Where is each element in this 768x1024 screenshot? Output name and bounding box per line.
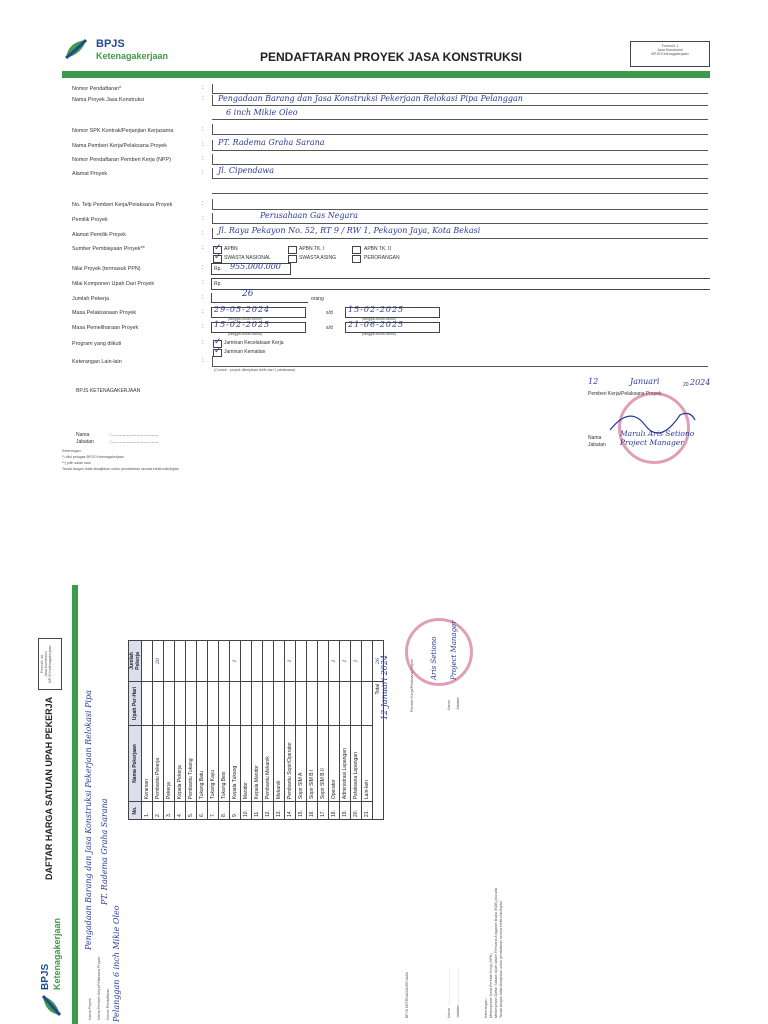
form2-title: DAFTAR HARGA SATUAN UPAH PEKERJA <box>44 696 54 880</box>
cell-upah[interactable] <box>318 681 329 725</box>
cell-upah[interactable] <box>219 681 230 725</box>
cell-no: 17. <box>318 802 329 820</box>
cell-nama: Kepala Tukang <box>230 725 241 801</box>
cell-jumlah[interactable] <box>142 641 153 682</box>
field-underline <box>212 178 708 179</box>
cell-no: 4. <box>175 802 186 820</box>
cell-nama: Pekerja <box>164 725 175 801</box>
cell-jumlah[interactable] <box>197 641 208 682</box>
table-row <box>197 641 208 820</box>
colon: : <box>202 170 204 176</box>
right-jabatan-label: Jabatan <box>588 442 606 448</box>
table-row <box>329 641 340 820</box>
value-pemilik-proyek[interactable]: Perusahaan Gas Negara <box>260 211 359 220</box>
label-sumber: Sumber Pembiayaan Proyek** <box>72 246 145 252</box>
label-program: Program yang diikuti <box>72 341 122 347</box>
cell-upah[interactable] <box>197 681 208 725</box>
cell-no: 20. <box>351 802 362 820</box>
form2-note-2: Melampirkan Daftar Satuan Upah dalam Rencana Anggaran Biaya (RAB) jika ada <box>494 887 498 1018</box>
field-underline <box>212 366 708 367</box>
label-nama-pemberi: Nama Pemberi Kerja/Pelaksana Proyek <box>72 143 167 149</box>
left-nama-dots: :.................................. <box>110 432 159 438</box>
cell-upah[interactable] <box>307 681 318 725</box>
form2-label-nomor: Nomor Pendaftaran <box>106 988 110 1020</box>
cell-jumlah[interactable]: 20 <box>153 641 164 682</box>
cell-upah[interactable] <box>164 681 175 725</box>
form1-code-line3: BPJS Ketenagakerjaan <box>651 52 689 56</box>
cell-nama: Operator <box>329 725 340 801</box>
value-nama-proyek-1[interactable]: Pengadaan Barang dan Jasa Konstruksi Pekerjaan Relokasi Pipa Pelanggan <box>218 94 523 103</box>
colon: : <box>202 324 204 330</box>
cell-nama: Kepala Mandor <box>252 725 263 801</box>
cell-nama: Tukang Batu <box>197 725 208 801</box>
field-underline <box>212 119 708 120</box>
table-row <box>153 641 164 820</box>
cell-jumlah[interactable] <box>208 641 219 682</box>
label-nilai-proyek: Nilai Proyek (termasuk PPN) <box>72 266 141 272</box>
value-pelaksanaan-from[interactable]: 29-05-2024 <box>214 305 271 314</box>
sub-from: (tanggal-bulan-tahun) <box>228 332 263 336</box>
table-row <box>164 641 175 820</box>
cell-upah[interactable] <box>296 681 307 725</box>
value-pemeliharaan-to[interactable]: 21-06-2025 <box>348 320 405 329</box>
cell-upah[interactable] <box>340 681 351 725</box>
note-2: **) pilih salah satu <box>62 461 91 465</box>
sign-date-day: 12 <box>588 377 599 386</box>
colon: : <box>202 295 204 301</box>
table-row <box>252 641 263 820</box>
value-jumlah-pekerja[interactable]: 26 <box>242 289 254 299</box>
form2-jabatan-dots: :.................................... <box>456 968 460 1005</box>
field-underline <box>212 238 708 239</box>
field-bar <box>212 168 213 178</box>
cell-nama: Mandor <box>241 725 252 801</box>
sd-label: s/d <box>326 310 333 316</box>
sub-to: (tanggal-bulan-tahun) <box>362 332 397 336</box>
form2-label-nama-pemberi: Nama Pemberi Kerja/Pelaksana Proyek <box>97 956 101 1020</box>
total-value[interactable]: 26 <box>373 641 384 682</box>
cell-no: 6. <box>197 802 208 820</box>
cell-no: 21. <box>362 802 373 820</box>
cell-upah[interactable] <box>285 681 296 725</box>
option-apbn-tk2: APBN TK. II <box>364 246 391 252</box>
form2-value-nomor: Pelanggan 6 inch Mikie Oleo <box>112 905 121 1022</box>
value-alamat-pemilik[interactable]: Jl. Raya Pekayon No. 52, RT 9 / RW 1, Pekayon Jaya, Kota Bekasi <box>218 226 481 235</box>
label-nilai-komponen: Nilai Komponen Upah Dari Proyek <box>72 281 155 287</box>
sign-role: Pemberi Kerja/Pelaksana Proyek <box>588 391 662 397</box>
cell-no: 19. <box>340 802 351 820</box>
cell-jumlah[interactable] <box>241 641 252 682</box>
label-nomor-pendaftaran: Nomor Pendaftaran* <box>72 86 122 92</box>
jumlah-box[interactable] <box>211 293 308 303</box>
logo-sub: Ketenagakerjaan <box>96 51 169 61</box>
cell-upah[interactable] <box>142 681 153 725</box>
colon: : <box>202 156 204 162</box>
table-row <box>219 641 230 820</box>
table-row <box>142 641 153 820</box>
form2-logo <box>38 908 70 1018</box>
label-alamat-pemilik: Alamat Pemilik Proyek <box>72 232 126 238</box>
cell-nama: Sopir SIM B II <box>318 725 329 801</box>
cell-jumlah[interactable]: 1 <box>340 641 351 682</box>
field-bar <box>212 140 213 150</box>
cell-no: 11. <box>252 802 263 820</box>
form2-sign-name: Aris Setiono <box>430 636 438 680</box>
cell-no: 10. <box>241 802 252 820</box>
cell-jumlah[interactable]: 1 <box>351 641 362 682</box>
cell-no: 8. <box>219 802 230 820</box>
option-apbn-tk1: APBN TK. I <box>299 246 325 252</box>
bpjs-leaf-icon <box>40 992 66 1018</box>
cell-no: 5. <box>186 802 197 820</box>
colon: : <box>202 340 204 346</box>
value-nilai-proyek[interactable]: 955.000.000 <box>230 262 281 271</box>
cell-nama: Pembantu Mekanik <box>263 725 274 801</box>
nilai-komponen-box[interactable] <box>211 278 710 290</box>
form2-code-line3: BPJS Ketenagakerjaan <box>48 645 52 683</box>
form2-sign-jabatan-label: Jabatan <box>456 697 460 710</box>
table-row <box>307 641 318 820</box>
option-perorangan: PERORANGAN <box>364 255 400 261</box>
form2-logo-sub: Ketenagakerjaan <box>52 917 62 990</box>
sub-from: (tanggal-bulan-tahun) <box>228 317 263 321</box>
cell-no: 3. <box>164 802 175 820</box>
cell-nama: Pelaksana Lapangan <box>351 725 362 801</box>
form2-code-line2: Jasa Konstruksi <box>44 651 48 677</box>
cell-upah[interactable] <box>274 681 285 725</box>
cell-upah[interactable] <box>241 681 252 725</box>
table-row <box>274 641 285 820</box>
cell-jumlah[interactable] <box>164 641 175 682</box>
note-1: *) diisi petugas BPJS Ketenagakerjaan <box>62 455 124 459</box>
checkbox-swasta-asing[interactable] <box>288 255 297 263</box>
colon: : <box>202 358 204 364</box>
form2-bpjs-label: BPJS KETENAGAKERJAAN <box>405 971 409 1018</box>
form2-sign-date: 12 Januari 2024 <box>380 654 389 720</box>
field-bar <box>212 124 213 134</box>
option-swasta-asing: SWASTA ASING <box>299 255 336 261</box>
form2-sign-title: Project Manager <box>450 620 458 680</box>
field-bar <box>212 356 213 366</box>
cell-nama: Tukang Besi <box>219 725 230 801</box>
cell-upah[interactable] <box>208 681 219 725</box>
label-alamat-proyek: Alamat Proyek <box>72 171 108 177</box>
form2-value-nama-proyek: Pengadaan Barang dan Jasa Konstruksi Pekerjaan Relokasi Pipa <box>84 690 93 950</box>
cell-no: 2. <box>153 802 164 820</box>
value-pemeliharaan-from[interactable]: 15-02-2025 <box>214 320 271 329</box>
field-underline <box>212 150 708 151</box>
cell-upah[interactable] <box>153 681 164 725</box>
colon: : <box>202 201 204 207</box>
cell-upah[interactable] <box>263 681 274 725</box>
cell-nama: Pembantu Tukang <box>186 725 197 801</box>
sign-date-prefix: 20 <box>683 382 689 388</box>
cell-jumlah[interactable]: 1 <box>329 641 340 682</box>
field-underline <box>212 209 708 210</box>
colon: : <box>202 96 204 102</box>
colon: : <box>202 280 204 286</box>
prefix-rp-2: Rp. <box>214 281 222 287</box>
cell-nama: Sopir SIM A <box>296 725 307 801</box>
notes-title: Keterangan : <box>62 449 83 453</box>
form2-nama-label: Nama <box>447 1008 451 1018</box>
table-row <box>351 641 362 820</box>
form2-code-box <box>38 638 62 690</box>
right-jabatan-value: Project Manager <box>620 438 684 447</box>
field-underline <box>212 193 708 194</box>
keterangan-note: (Contoh : proyek dikerjakan lebih dari 1 pelaksana) <box>214 368 296 372</box>
field-underline <box>212 164 708 165</box>
field-underline <box>212 223 708 224</box>
form2-value-nama-pemberi: PT. Radema Graha Sarana <box>100 798 109 905</box>
col-no: No. <box>129 802 142 820</box>
col-nama: Nama Pekerjaan <box>129 725 142 801</box>
form2-green-bar <box>72 585 78 1024</box>
bpjs-leaf-icon <box>62 36 92 64</box>
right-nama-label: Nama <box>588 435 602 441</box>
table-row <box>340 641 351 820</box>
cell-jumlah[interactable]: 1 <box>285 641 296 682</box>
prefix-rp: Rp. <box>214 266 222 272</box>
label-no-telp: No. Telp Pemberi Kerja/Pelaksana Proyek <box>72 202 173 208</box>
cell-nama: Pembantu Sopir/Operator <box>285 725 296 801</box>
label-pemilik-proyek: Pemilik Proyek <box>72 217 108 223</box>
cell-upah[interactable] <box>329 681 340 725</box>
label-masa-pemeliharaan: Masa Pemeliharaan Proyek <box>72 325 139 331</box>
form2-jabatan-label: Jabatan <box>456 1005 460 1018</box>
form1-title: PENDAFTARAN PROYEK JASA KONSTRUKSI <box>260 50 523 64</box>
wage-table <box>128 640 384 820</box>
colon: : <box>202 85 204 91</box>
form2-label-nama-proyek: Nama Proyek <box>88 998 92 1020</box>
cell-jumlah[interactable] <box>296 641 307 682</box>
cell-no: 12. <box>263 802 274 820</box>
sub-to: (tanggal-bulan-tahun) <box>362 317 397 321</box>
field-bar <box>212 213 213 223</box>
cell-jumlah[interactable] <box>318 641 329 682</box>
cell-nama: Lain-lain <box>362 725 373 801</box>
table-row <box>186 641 197 820</box>
left-jabatan-dots: :.................................. <box>110 439 159 445</box>
label-keterangan: Keterangan Lain-lain <box>72 359 122 365</box>
cell-jumlah[interactable] <box>263 641 274 682</box>
colon: : <box>202 216 204 222</box>
checkbox-apbn-tk2[interactable] <box>352 246 361 254</box>
colon: : <box>202 309 204 315</box>
colon: : <box>202 245 204 251</box>
cell-no: 16. <box>307 802 318 820</box>
table-row <box>263 641 274 820</box>
label-jumlah-pekerja: Jumlah Pekerja <box>72 296 110 302</box>
value-pelaksanaan-to[interactable]: 15-02-2025 <box>348 305 405 314</box>
form2-note-3: Tanda tangan tidak diwajibkan untuk pendaftaran secara elektronik/digital <box>499 901 503 1018</box>
right-nama-value: Marulı Aris Setiono <box>620 429 695 438</box>
table-row <box>318 641 329 820</box>
form2-company-stamp <box>405 618 473 686</box>
table-row <box>230 641 241 820</box>
wage-table-el <box>128 640 384 820</box>
cell-no: 7. <box>208 802 219 820</box>
cell-upah[interactable] <box>175 681 186 725</box>
cell-jumlah[interactable] <box>186 641 197 682</box>
sign-date-month: Januari <box>630 377 660 386</box>
form1-code-box <box>630 41 710 67</box>
checkbox-swasta-nasional[interactable] <box>213 255 222 263</box>
table-row <box>241 641 252 820</box>
checkbox-apbn-tk1[interactable] <box>288 246 297 254</box>
cell-nama: Pembantu Pekerja <box>153 725 164 801</box>
value-nama-proyek-2[interactable]: 6 inch Mikie Oleo <box>226 108 298 117</box>
cell-no: 13. <box>274 802 285 820</box>
cell-upah[interactable] <box>362 681 373 725</box>
cell-jumlah[interactable] <box>307 641 318 682</box>
form2-code-line1: Formulir 1a <box>40 654 44 674</box>
col-jumlah: Jumlah Pekerja <box>129 641 142 682</box>
field-underline <box>212 105 708 106</box>
label-nama-proyek: Nama Proyek Jasa Konstruksi <box>72 97 145 103</box>
cell-nama: Sopir SIM B I <box>307 725 318 801</box>
left-nama-label: Nama <box>76 432 90 438</box>
table-row <box>296 641 307 820</box>
table-row <box>362 641 373 820</box>
cell-jumlah[interactable] <box>175 641 186 682</box>
form2-logo-brand: BPJS <box>40 963 51 990</box>
colon: : <box>202 142 204 148</box>
checkbox-perorangan[interactable] <box>352 255 361 263</box>
cell-jumlah[interactable]: 1 <box>230 641 241 682</box>
option-jkm: Jaminan Kematian <box>224 349 266 355</box>
colon: : <box>202 265 204 271</box>
logo-brand: BPJS <box>96 38 125 50</box>
form2-sign-nama-label: Nama <box>447 700 451 710</box>
cell-nama: Kenenan <box>142 725 153 801</box>
note-3: Tanda tangan tidak diwajibkan untuk pendaftaran secara elektronik/digital <box>62 467 179 471</box>
form1-green-bar <box>62 71 710 78</box>
sd-label: s/d <box>326 325 333 331</box>
bpjs-logo <box>62 36 202 66</box>
total-label: Total <box>373 681 384 819</box>
field-bar <box>212 199 213 209</box>
field-underline <box>212 134 708 135</box>
label-masa-pelaksanaan: Masa Pelaksanaan Proyek <box>72 310 137 316</box>
value-alamat-proyek[interactable]: Jl. Cipendawa <box>218 166 275 175</box>
cell-nama: Administrasi Lapangan <box>340 725 351 801</box>
cell-nama: Kepala Pekerja <box>175 725 186 801</box>
cell-no: 14. <box>285 802 296 820</box>
form2-nama-dots: :.................................... <box>447 968 451 1005</box>
cell-upah[interactable] <box>230 681 241 725</box>
option-swasta-nasional: SWASTA NASIONAL <box>224 255 271 261</box>
sign-date-year: 2024 <box>690 378 711 387</box>
cell-no: 1. <box>142 802 153 820</box>
left-jabatan-label: Jabatan <box>76 439 94 445</box>
label-nomor-spk: Nomor SPK Kontrak/Perjanjian Kerjasama <box>72 128 174 134</box>
cell-nama: Mekanik <box>274 725 285 801</box>
value-nama-pemberi[interactable]: PT. Radema Graha Sarana <box>218 138 325 147</box>
cell-jumlah[interactable] <box>362 641 373 682</box>
cell-no: 15. <box>296 802 307 820</box>
table-row <box>285 641 296 820</box>
form2-note-1: Melampirkan Surat Perintah Kerja (SPK) <box>489 953 493 1018</box>
cell-jumlah[interactable] <box>219 641 230 682</box>
unit-orang: orang <box>311 296 324 302</box>
col-upah: Upah Per-Hari <box>129 681 142 725</box>
form2-notes-title: Keterangan : <box>484 997 488 1018</box>
form1-code-line1: Formulir 1 <box>661 44 679 48</box>
cell-jumlah[interactable] <box>274 641 285 682</box>
cell-no: 18. <box>329 802 340 820</box>
cell-upah[interactable] <box>186 681 197 725</box>
colon: : <box>202 231 204 237</box>
checkbox-jkm[interactable] <box>213 349 222 357</box>
form1-code-line2: Jasa Konstruksi <box>657 48 683 52</box>
form2-sign-role: Pemberi Kerja/Pelaksana Proyek <box>410 659 414 712</box>
label-npp: Nomor Pendaftaran Pemberi Kerja (NPP) <box>72 157 171 163</box>
cell-jumlah[interactable] <box>252 641 263 682</box>
table-row <box>208 641 219 820</box>
field-bar <box>212 154 213 164</box>
cell-no: 9. <box>230 802 241 820</box>
cell-nama: Tukang Kayu <box>208 725 219 801</box>
colon: : <box>202 127 204 133</box>
bpjs-sign-label: BPJS KETENAGAKERJAAN <box>76 388 141 394</box>
cell-upah[interactable] <box>252 681 263 725</box>
option-jkk: Jaminan Kecelakaan Kerja <box>224 340 284 346</box>
table-row <box>175 641 186 820</box>
option-apbn: APBN <box>224 246 238 252</box>
field-bar <box>212 228 213 238</box>
field-bar <box>212 95 213 105</box>
cell-upah[interactable] <box>351 681 362 725</box>
